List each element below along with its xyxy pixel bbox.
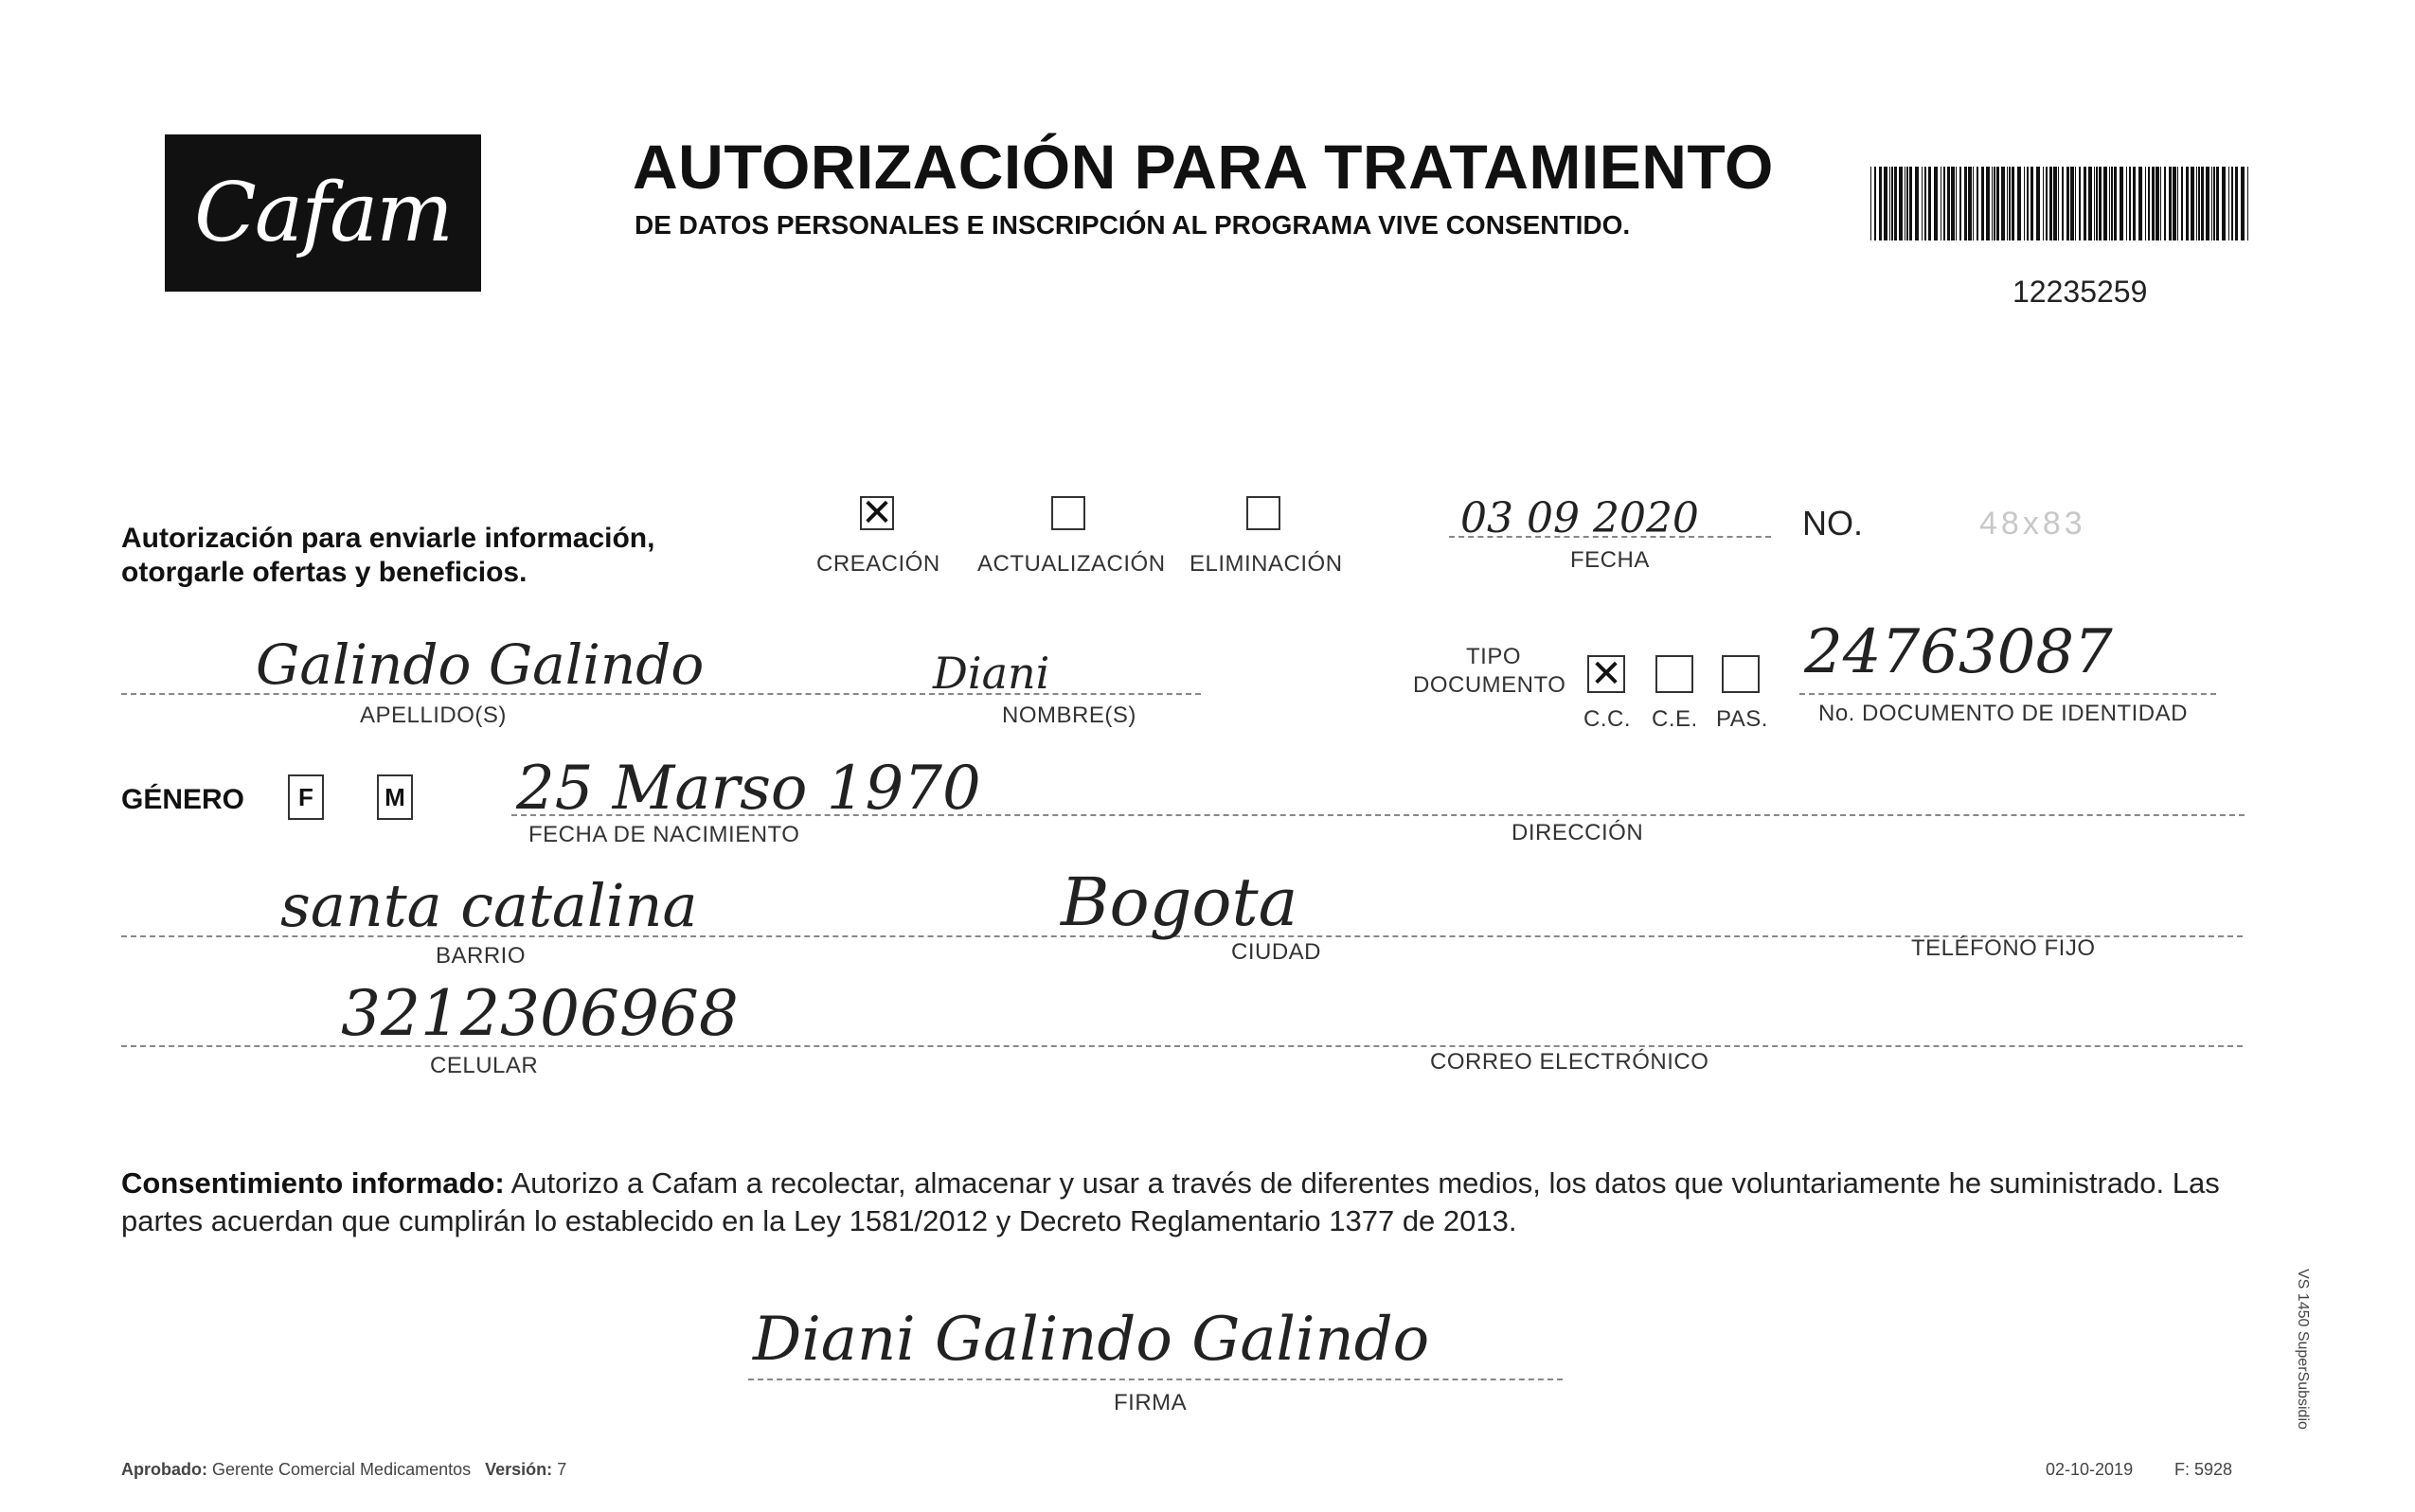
barcode-bar [2043,167,2044,240]
barcode-bar [2017,167,2021,240]
barcode-bar [1981,167,1984,240]
barcode-bar [2222,167,2226,240]
barcode-bar [1996,167,1999,240]
barcode-bar [2120,167,2123,240]
direccion-label: DIRECCIÓN [1512,820,1644,845]
barcode-bar [1968,167,1972,240]
barcode-bar [2111,167,2113,240]
barcode-bar [2201,167,2204,240]
check-mark-icon: ✕ [1590,653,1622,695]
barcode-bar [2001,167,2005,240]
barcode-bar [2152,167,2155,240]
barcode-bar [1884,167,1887,240]
barcode-bar [2169,167,2172,240]
version-label: Versión: [485,1460,553,1479]
creacion-checkbox[interactable] [860,492,894,534]
barcode-bar [2053,167,2057,240]
barcode-bar [1959,167,1961,240]
barcode-bar [2241,167,2245,240]
ce-checkbox[interactable] [1655,655,1693,693]
genero-f-checkbox[interactable]: F [288,774,324,820]
celular-value[interactable]: 3212306968 [341,977,739,1050]
barcode-bar [1874,167,1876,240]
firma-label: FIRMA [1114,1390,1188,1415]
creacion-label: CREACIÓN [816,551,940,577]
barcode-bar [2231,167,2233,240]
barcode-bar [2228,167,2229,240]
fecha-value[interactable]: 03 09 2020 [1460,494,1699,543]
barcode-bar [2066,167,2069,240]
barcode-bar [2049,167,2052,240]
consent-text: Autorizo a Cafam a recolectar, almacenar y usar a través de diferentes medios, los datos que voluntariamente he suministrado. Las partes acuerdan que cumplirán lo establecido en la Ley 1581/2012 y Decreto Reglamentario 1377 de 2013. [121,1166,2220,1237]
barcode-bar [2075,167,2076,240]
barcode-bar [1906,167,1908,240]
aprobado-value: Gerente Comercial Medicamentos [212,1460,472,1479]
footer-date-code: 02-10-2019 [2046,1460,2134,1479]
actualizacion-label: ACTUALIZACIÓN [977,551,1166,577]
barcode-bar [2036,167,2040,240]
barcode-bar [2196,167,2197,240]
barcode-bar [2114,167,2117,240]
consent-paragraph [121,1165,2224,1240]
barcode-bar [2024,167,2025,240]
barcode-bar [2156,167,2159,240]
barcode-bar [1994,167,1995,240]
barcode-bar [2181,167,2183,240]
barcode-bar [1915,167,1919,240]
barcode-bar [2145,167,2146,240]
barcode-number: 12235259 [2012,275,2148,309]
barcode-bar [2129,167,2131,240]
barcode-bar [1943,167,1945,240]
footer-f-code: F: 5928 [2174,1460,2233,1479]
apellidos-value[interactable]: Galindo Galindo [256,632,705,697]
barcode-bar [1964,167,1967,240]
barcode-bar [2079,167,2081,240]
barcode-bar [1891,167,1893,240]
barcode-bar [2216,167,2219,240]
documento-value[interactable]: 24763087 [1804,617,2113,687]
barrio-value[interactable]: santa catalina [280,871,698,940]
documento-line [1799,693,2216,695]
barcode-bar [2138,167,2142,240]
barcode-bar [2012,167,2014,240]
barcode-bar [1889,167,1890,240]
barcode-bar [2099,167,2102,240]
barcode-bar [2009,167,2011,240]
barrio-label: BARRIO [436,943,527,969]
barcode-bar [2126,167,2127,240]
firma-line [748,1379,1563,1380]
barcode-bar [1928,167,1931,240]
pas-label: PAS. [1716,706,1768,732]
barcode-bar [1986,167,1990,240]
barcode-bar [1870,167,1871,240]
barcode-bar [2133,167,2136,240]
no-value: 48x83 [1979,506,2086,542]
barcode-bar [1924,167,1926,240]
footer-approval [121,1460,566,1480]
barcode-bar [2164,167,2166,240]
barcode-bar [2007,167,2008,240]
barcode-bar [2211,167,2212,240]
barcode-bar [1951,167,1955,240]
telefono-label: TELÉFONO FIJO [1911,935,2096,961]
barcode-bar [1909,167,1912,240]
barcode-bar [2058,167,2059,240]
barcode-bar [2030,167,2033,240]
aprobado-label: Aprobado: [121,1460,207,1479]
nacimiento-label: FECHA DE NACIMIENTO [528,822,800,847]
genero-label: GÉNERO [121,784,245,815]
barcode-bar [1956,167,1957,240]
supersubsidio-mark: VS 1450 SuperSubsidio [2295,1269,2311,1430]
signature-value[interactable]: Diani Galindo Galindo [753,1305,1430,1375]
form-subtitle: DE DATOS PERSONALES E INSCRIPCIÓN AL PROGRAMA VIVE CONSENTIDO. [635,210,1631,240]
barcode-bar [2109,167,2110,240]
form-title: AUTORIZACIÓN PARA TRATAMIENTO [633,132,1774,202]
eliminacion-checkbox[interactable] [1246,496,1280,530]
consent-heading: Consentimiento informado: [121,1166,505,1200]
barcode-bar [2084,167,2086,240]
pas-checkbox[interactable] [1722,655,1760,693]
barcode-bar [2186,167,2189,240]
barcode-bar [1947,167,1950,240]
barcode-bar [2062,167,2064,240]
barcode-bar [2247,167,2248,240]
cc-checkbox[interactable] [1587,655,1625,693]
barcode-bar [1894,167,1897,240]
barcode-bar [1992,167,1993,240]
apellidos-label: APELLIDO(S) [360,703,507,728]
cc-label: C.C. [1583,706,1631,732]
ciudad-value[interactable]: Bogota [1061,863,1298,941]
correo-label: CORREO ELECTRÓNICO [1430,1049,1709,1075]
barcode-bar [2198,167,2200,240]
ce-label: C.E. [1652,706,1698,732]
eliminacion-label: ELIMINACIÓN [1190,551,1343,577]
documento-id-label: No. DOCUMENTO DE IDENTIDAD [1818,701,2188,726]
genero-m-checkbox[interactable]: M [377,774,413,820]
documento-label: DOCUMENTO [1413,672,1566,698]
actualizacion-checkbox[interactable] [1051,496,1085,530]
version-value: 7 [557,1460,567,1479]
ciudad-label: CIUDAD [1231,939,1322,965]
authorization-label-line1: Autorización para enviarle información, [121,523,655,554]
barcode-bar [2088,167,2092,240]
no-label: NO. [1802,504,1864,543]
fecha-label: FECHA [1570,547,1650,573]
barcode-bar [2213,167,2215,240]
barcode-bar [1922,167,1923,240]
barcode-bar [2206,167,2209,240]
cafam-logo: Cafam [165,134,481,292]
tipo-label: TIPO [1466,644,1522,669]
authorization-label-line2: otorgarle ofertas y beneficios. [121,557,528,588]
barcode-bar [1934,167,1938,240]
barcode-bar [2094,167,2095,240]
nombres-label: NOMBRE(S) [1002,703,1136,728]
barcode-bar [2148,167,2150,240]
barcode-bar [1899,167,1903,240]
barcode-bar [1973,167,1974,240]
barcode-bar [2070,167,2074,240]
barcode-bar [2235,167,2238,240]
check-mark-icon: ✕ [861,492,893,534]
barcode-icon [1870,167,2254,240]
barcode-bar [2096,167,2098,240]
barcode-bar [2173,167,2176,240]
barcode-bar [2103,167,2107,240]
barcode-bar [2191,167,2194,240]
barcode-bar [1977,167,1978,240]
barcode-bar [2160,167,2161,240]
nombres-value[interactable]: Diani [933,648,1050,699]
barcode-bar [1879,167,1882,240]
nacimiento-value[interactable]: 25 Marso 1970 [516,754,981,824]
barcode-bar [2177,167,2178,240]
celular-label: CELULAR [430,1053,539,1078]
barcode-bar [2027,167,2029,240]
barcode-bar [2046,167,2048,240]
